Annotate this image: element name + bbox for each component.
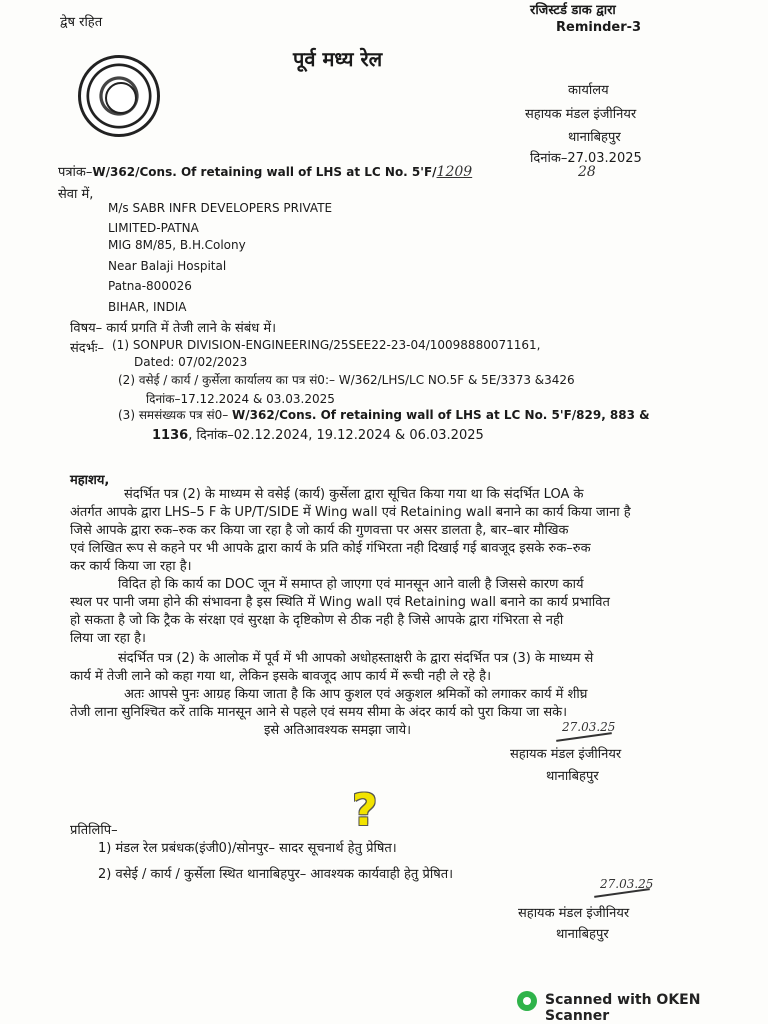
reference-2-date: दिनांक–17.12.2024 & 03.03.2025 bbox=[146, 392, 335, 406]
registered-post-note: रजिस्टर्ड डाक द्वारा bbox=[530, 3, 616, 18]
reference-1: (1) SONPUR DIVISION-ENGINEERING/25SEE22-23-04/10098880071161, bbox=[112, 338, 541, 352]
body-closing: इसे अतिआवश्यक समझा जाये। bbox=[264, 723, 412, 738]
oken-scanner-icon bbox=[517, 991, 537, 1011]
address-line: MIG 8M/85, B.H.Colony bbox=[108, 238, 246, 252]
reference-1-date: Dated: 07/02/2023 bbox=[134, 355, 248, 369]
letter-number bbox=[58, 162, 472, 180]
body-line: संदर्भित पत्र (2) के माध्यम से वसेई (कार्य) कुर्सेला द्वारा सूचित किया गया था कि संदर्भित LOA के bbox=[124, 487, 584, 502]
salutation: सेवा में, bbox=[58, 187, 94, 202]
office-line-1: कार्यालय bbox=[568, 83, 609, 98]
address-line: BIHAR, INDIA bbox=[108, 300, 187, 314]
greeting: महाशय, bbox=[70, 473, 110, 488]
address-line: Near Balaji Hospital bbox=[108, 259, 227, 273]
body-line: लिया जा रहा है। bbox=[70, 631, 146, 646]
body-line: अंतर्गत आपके द्वारा LHS–5 F के UP/T/SIDE में Wing wall एवं Retaining wall बनाने का कार्य किया जाना है bbox=[70, 505, 631, 520]
reference-2: (2) वसेई / कार्य / कुर्सेला कार्यालय का पत्र सं0:– W/362/LHS/LC NO.5F & 5E/3373 &3426 bbox=[118, 373, 575, 387]
body-line: अतः आपसे पुनः आग्रह किया जाता है कि आप कुशल एवं अकुशल श्रमिकों को लगाकर कार्य में शीघ्र bbox=[124, 687, 588, 702]
railway-logo bbox=[78, 55, 160, 137]
body-line: स्थल पर पानी जमा होने की संभावना है इस स्थिति में Wing wall एवं Retaining wall बनाने का कार्य प्रभावित bbox=[70, 595, 610, 610]
letter-date: दिनांक–27.03.2025 bbox=[530, 151, 642, 166]
signature-1-title: सहायक मंडल इंजीनियर bbox=[510, 747, 622, 762]
reference-3-continued bbox=[152, 425, 484, 443]
scanner-watermark: Scanned with OKEN Scanner bbox=[545, 992, 701, 1024]
address-line: Patna-800026 bbox=[108, 279, 192, 293]
office-line-3: थानाबिहपुर bbox=[568, 130, 621, 145]
org-title: पूर्व मध्य रेल bbox=[293, 47, 383, 71]
signature-2-place: थानाबिहपुर bbox=[556, 927, 609, 942]
copy-item-2: 2) वसेई / कार्य / कुर्सेला स्थित थानाबिहपुर– आवश्यक कार्यवाही हेतु प्रेषित। bbox=[98, 867, 454, 882]
signature-2-scribble: 27.03.25 bbox=[600, 877, 654, 891]
reference-3-number: 1136 bbox=[152, 428, 189, 443]
letter-number-label: पत्रांक– bbox=[58, 165, 93, 180]
body-line: जिसे आपके द्वारा रुक–रुक कर किया जा रहा है जो कार्य की गुणवत्ता पर असर डालता है, बार–बार मौखिक bbox=[70, 523, 569, 538]
letter-number-text: W/362/Cons. Of retaining wall of LHS at LC No. 5'F/ bbox=[92, 165, 437, 179]
signature-1-place: थानाबिहपुर bbox=[546, 769, 599, 784]
body-line: कर कार्य किया जा रहा है। bbox=[70, 559, 192, 574]
body-line: तेजी लाना सुनिश्चित करें ताकि मानसून आने से पहले एवं समय सीमा के अंदर कार्य को पुरा किया जा सके। bbox=[70, 705, 568, 720]
reminder-label: Reminder-3 bbox=[556, 20, 642, 35]
reference-3-bold: W/362/Cons. Of retaining wall of LHS at LC No. 5'F/829, 883 & bbox=[232, 408, 650, 422]
letter-number-handwritten: 1209 bbox=[436, 164, 473, 180]
top-left-note: द्वेष रहित bbox=[60, 15, 103, 30]
body-line: विदित हो कि कार्य का DOC जून में समाप्त हो जाएगा एवं मानसून आने वाली है जिससे कारण कार्य bbox=[118, 577, 584, 592]
question-mark-overlay: ? bbox=[352, 785, 378, 836]
signature-1-scribble: 27.03.25 bbox=[562, 720, 616, 734]
date-handwritten: 28 bbox=[578, 164, 596, 180]
reference-3-prefix: (3) समसंख्यक पत्र सं0– bbox=[118, 408, 233, 422]
subject-line: विषय– कार्य प्रगति में तेजी लाने के संबंध में। bbox=[70, 321, 277, 336]
copy-item-1: 1) मंडल रेल प्रबंधक(इंजी0)/सोनपुर– सादर सूचनार्थ हेतु प्रेषित। bbox=[98, 841, 397, 856]
body-line: कार्य में तेजी लाने को कहा गया था, लेकिन इसके बावजूद आप कार्य में रूची नही ले रहे है। bbox=[70, 669, 492, 684]
body-line: हो सकता है जो कि ट्रैक के संरक्षा एवं सुरक्षा के दृष्टिकोण से ठीक नही है जिसे आपके द्वारा गंभिरता से नही bbox=[70, 613, 564, 628]
address-line: LIMITED-PATNA bbox=[108, 221, 199, 235]
address-line: M/s SABR INFR DEVELOPERS PRIVATE bbox=[108, 201, 333, 215]
reference-3-dates: , दिनांक–02.12.2024, 19.12.2024 & 06.03.2025 bbox=[188, 428, 484, 443]
office-line-2: सहायक मंडल इंजीनियर bbox=[525, 107, 637, 122]
body-line: एवं लिखित रूप से कहने पर भी आपके द्वारा कार्य के प्रति कोई गंभिरता नही दिखाई गई बावजूद इसके रुक–रुक bbox=[70, 541, 591, 556]
reference-3 bbox=[118, 406, 650, 423]
body-line: संदर्भित पत्र (2) के आलोक में पूर्व में भी आपको अधोहस्ताक्षरी के द्वारा संदर्भित पत्र (3) के माध्यम से bbox=[118, 651, 594, 666]
copy-label: प्रतिलिपि– bbox=[70, 823, 118, 838]
references-label: संदर्भः– bbox=[70, 341, 104, 356]
signature-2-title: सहायक मंडल इंजीनियर bbox=[518, 906, 630, 921]
